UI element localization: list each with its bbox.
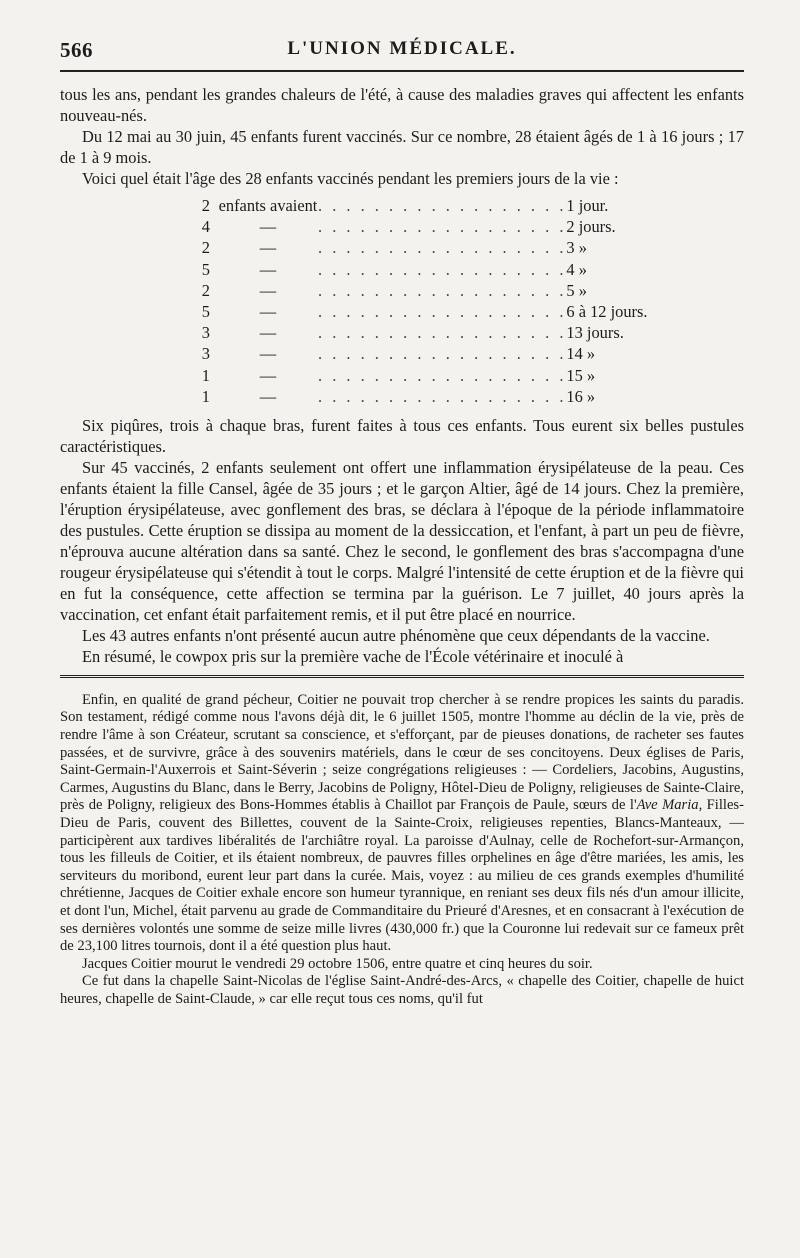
paragraph-2: Du 12 mai au 30 juin, 45 enfants furent vaccinés. Sur ce nombre, 28 étaient âgés de 1 à 16 jours ; 17 de 1 à 9 mois. — [60, 127, 744, 167]
age-count: 2 — [201, 238, 210, 258]
age-count: 2 — [201, 196, 210, 215]
age-label: — — [259, 217, 277, 237]
page-number: 566 — [60, 38, 93, 62]
age-label: — — [259, 259, 277, 279]
dot-leader: . . . . . . . . . . . . . . . . . . — [318, 344, 567, 364]
age-days: 4 » — [566, 259, 587, 279]
age-count: 2 — [201, 280, 210, 300]
age-count: 4 — [201, 217, 210, 237]
age-label: — — [259, 280, 277, 300]
age-days: 15 » — [566, 365, 596, 385]
footnote-paragraph-3: Ce fut dans la chapelle Saint-Nicolas de l'église Saint-André-des-Arcs, « chapelle des Coitier, chapelle de huict heures, chapelle de Saint-Claude, » car elle reçut tous ces noms, qu'il fut — [60, 973, 744, 1007]
age-count: 5 — [201, 301, 210, 321]
header-rule — [60, 70, 744, 72]
footnote-paragraph-2: Jacques Coitier mourut le vendredi 29 octobre 1506, entre quatre et cinq heures du soir. — [82, 955, 593, 972]
age-row — [60, 365, 706, 386]
age-days: 13 jours. — [566, 323, 624, 343]
paragraph-1: tous les ans, pendant les grandes chaleurs de l'été, à cause des maladies graves qui affectent les enfants nouveau-nés. — [60, 85, 744, 125]
paragraph-7: En résumé, le cowpox pris sur la première vache de l'École vétérinaire et inoculé à — [82, 646, 624, 666]
age-count: 1 — [201, 365, 210, 385]
paragraph-4: Six piqûres, trois à chaque bras, furent faites à tous ces enfants. Tous eurent six belles pustules caractéristiques. — [60, 415, 744, 456]
age-label: — — [259, 323, 277, 343]
age-row — [60, 343, 706, 364]
age-label: enfants avaient — [218, 196, 318, 215]
age-days: 5 » — [566, 280, 587, 300]
dot-leader: . . . . . . . . . . . . . . . . . . — [318, 280, 567, 300]
age-count: 3 — [201, 323, 210, 343]
age-label: — — [259, 365, 277, 385]
age-row — [60, 280, 706, 301]
dot-leader: . . . . . . . . . . . . . . . . . . — [318, 238, 567, 258]
running-head: L'UNION MÉDICALE. — [287, 38, 517, 59]
age-table — [60, 195, 706, 407]
footnote — [60, 692, 744, 1009]
footnote-paragraph-1 — [60, 692, 744, 956]
dot-leader: . . . . . . . . . . . . . . . . . . — [318, 323, 567, 343]
age-days: 14 » — [566, 344, 596, 364]
age-label: — — [259, 386, 277, 406]
dot-leader: . . . . . . . . . . . . . . . . . . — [318, 259, 567, 279]
age-days: 1 jour. — [566, 196, 609, 215]
dot-leader: . . . . . . . . . . . . . . . . . . — [318, 196, 567, 215]
age-days: 16 » — [566, 386, 596, 406]
age-days: 2 jours. — [566, 217, 616, 237]
paragraph-6: Les 43 autres enfants n'ont présenté aucun autre phénomène que ceux dépendants de la vaccine. — [82, 625, 710, 645]
age-days: 3 » — [566, 238, 587, 258]
dot-leader: . . . . . . . . . . . . . . . . . . — [318, 217, 567, 237]
age-count: 5 — [201, 259, 210, 279]
main-text — [60, 70, 744, 667]
age-label: — — [259, 301, 277, 321]
footnote-rule — [60, 675, 744, 680]
footnote-text-b: Filles-Dieu de Paris, couvent des Billettes, couvent de la Sainte-Croix, religieuses repenties, Blancs-Manteaux, — participèrent aux tardives libéralités de l'archiâtre royal. La paroisse d'Aulnay, celle de Rochefort-sur-Armançon, tous les filleuls de Coitier, et ils étaient nombreux, de pauvres filles orphelines en âge d'être mariées, les amis, les serviteurs du moribond, eurent leur part dans la curée. Mais, voyez : au milieu de ces grands exemples d'humilité chrétienne, Jacques de Coitier exhale encore son humeur tyrannique, en reniant ses deux fils nés d'un amour illicite, et dont l'un, Michel, était parvenu au grade de Commanditaire du Prieuré d'Aresnes, et en consacrant à l'exécution de ses dernières volontés une somme de seize mille livres (430,000 fr.) que la Couronne lui redevait sur ce fameux prêt de 23,100 litres tournois, dont il a été question plus haut. — [60, 797, 744, 955]
age-count: 3 — [201, 344, 210, 364]
age-row — [60, 301, 706, 322]
age-days: 6 à 12 jours. — [566, 301, 648, 321]
paragraph-5: Sur 45 vaccinés, 2 enfants seulement ont offert une inflammation érysipélateuse de la peau. Ces enfants étaient la fille Cansel, âgée de 35 jours ; et le garçon Altier, âgé de 14 jours. Chez la première, l'éruption érysipélateuse, avec gonflement des bras, se déclara à l'époque de la période inflammatoire des pustules. Cette éruption se dissipa au moment de la dessiccation, et l'enfant, à part un peu de fièvre, n'éprouva aucune altération dans sa santé. Chez le second, le gonflement des bras s'accompagna d'une rougeur érysipélateuse qui s'étendit à tout le corps. Malgré l'intensité de cette éruption et de la fièvre qui en fut la conséquence, cette affection se termina par la guérison. Le 7 juillet, 40 jours après la vaccination, cet enfant était parfaitement remis, et il put être placé en nourrice. — [60, 457, 744, 624]
age-row — [60, 322, 706, 343]
age-label: — — [259, 344, 277, 364]
dot-leader: . . . . . . . . . . . . . . . . . . — [318, 386, 567, 406]
age-row — [60, 386, 706, 407]
age-row — [60, 237, 706, 258]
dot-leader: . . . . . . . . . . . . . . . . . . — [318, 365, 567, 385]
footnote-text-a: Enfin, en qualité de grand pécheur, Coitier ne pouvait trop chercher à se rendre propices les saints du paradis. Son testament, rédigé comme nous l'avons déjà dit, le 6 juillet 1505, montre l'homme au déclin de la vie, près de rendre l'âme à son Créateur, scrutant sa conscience, et s'efforçant, par de pieuses donations, de racheter ses fautes passées, et de survivre, grâce à des souvenirs matériels, dans le cœur de ses concitoyens. Deux églises de Paris, Saint-Germain-l'Auxerrois et Saint-Séverin ; seize congrégations religieuses : — Cordeliers, Jacobins, Augustins, Carmes, Augustins du Blanc, dans le Berry, Jacobins de Poligny, Hôtel-Dieu de Poligny, religieuses de Sainte-Claire, près de Poligny, religieux des Bons-Hommes établis à Chaillot par François de Paule, sœurs de l' — [60, 691, 744, 814]
dot-leader: . . . . . . . . . . . . . . . . . . — [318, 301, 567, 321]
age-label: — — [259, 238, 277, 258]
age-row — [60, 195, 706, 216]
paragraph-3: Voici quel était l'âge des 28 enfants vaccinés pendant les premiers jours de la vie : — [82, 169, 619, 188]
page-header — [60, 0, 744, 70]
footnote-italic: Ave Maria, — [636, 797, 703, 814]
age-row — [60, 259, 706, 280]
age-count: 1 — [201, 386, 210, 406]
age-row — [60, 216, 706, 237]
